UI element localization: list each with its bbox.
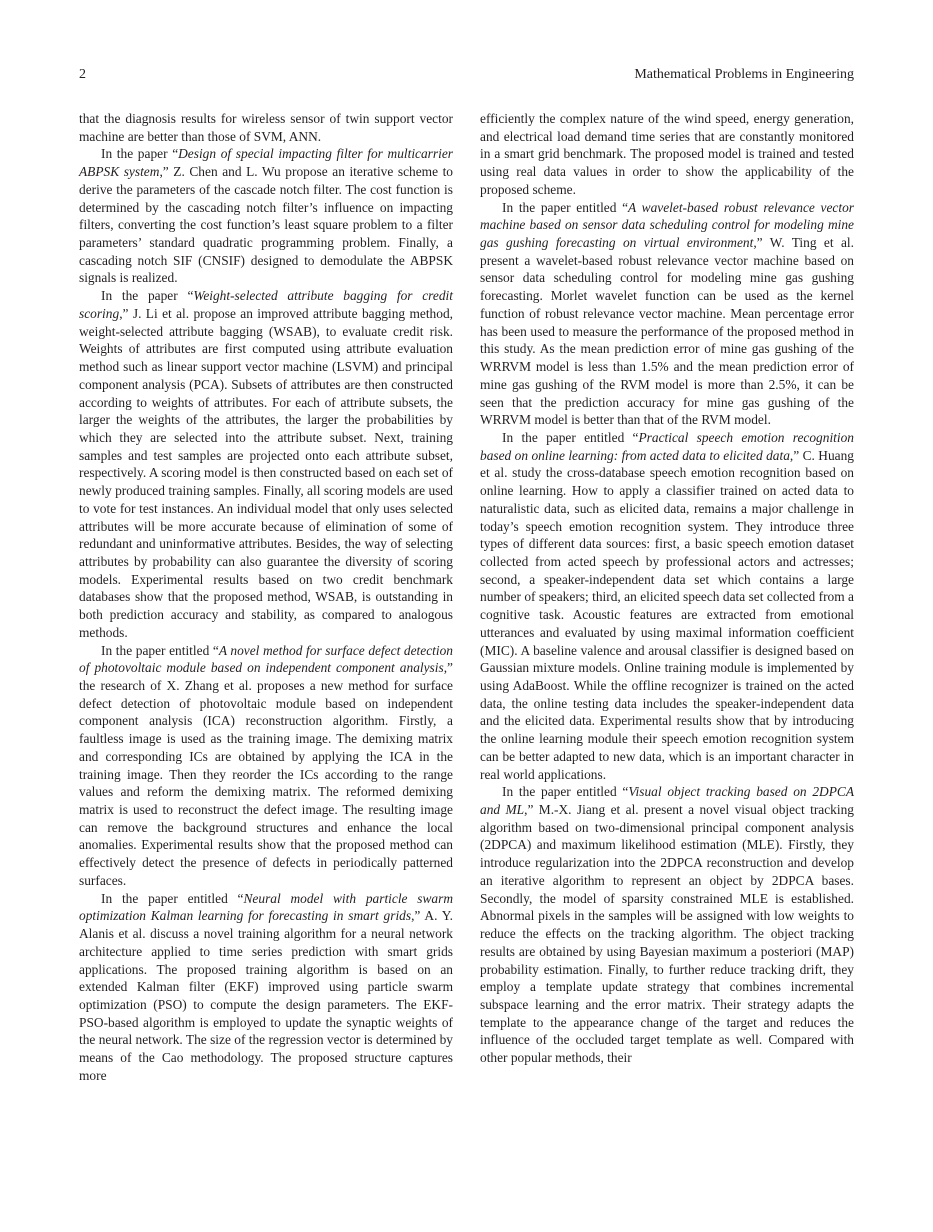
page-number: 2: [79, 67, 86, 82]
paper-title: Design of special impacting filter for multicarrier ABPSK system: [79, 146, 453, 180]
paragraph: efficiently the complex nature of the wind speed, energy generation, and electrical load demand time series that are constantly monitored in a smart grid benchmark. The proposed model is trained and tested using real data values in order to show the applicability of the proposed scheme.: [480, 111, 854, 197]
right-column: [480, 110, 854, 1067]
paper-title: Visual object tracking based on 2DPCA and ML: [480, 784, 854, 818]
paragraph: In the paper “Weight-selected attribute bagging for credit scoring,” J. Li et al. propose an improved attribute bagging method, weight-selected attribute bagging (WSAB), to evaluate credit risk. Weights of attributes are first computed using attribute evaluation method such as linear support vector machine (LSVM) and principal component analysis (PCA). Subsets of attributes are then constructed according to weights of attributes. For each of attribute subsets, the larger the weights of the attributes, the larger the probabilities by which they are selected into the attribute subset. Next, training samples and test samples are projected onto each attribute subset, respectively. A scoring model is then constructed based on each set of newly produced training samples. Finally, all scoring models are used to vote for test instances. An individual model that only uses selected attributes will be more accurate because of elimination of some of redundant and uninformative attributes. Besides, the way of selecting attributes by probability can also guarantee the diversity of scoring models. Experimental results based on two credit benchmark databases show that the proposed method, WSAB, is outstanding in both prediction accuracy and stability, as compared to analogous methods.: [79, 288, 453, 640]
paper-title: Weight-selected attribute bagging for credit scoring: [79, 288, 453, 321]
paragraph: In the paper entitled “A novel method for surface defect detection of photovoltaic module based on independent component analysis,” the research of X. Zhang et al. proposes a new method for surface defect detection of photovoltaic module based on independent component analysis (ICA) reconstruction algorithm. Firstly, a faultless image is used as the training image. The demixing matrix and corresponding ICs are obtained by applying the ICA in the training image. Then they reorder the ICs according to the range values and reform the demixing matrix. The reformed demixing matrix is used to reconstruct the defect image. The resulting image can remove the background structures and enhance the local anomalies. Experimental results show that the proposed method can effectively detect the presence of defects in periodically patterned surfaces.: [79, 642, 453, 888]
paper-title: A wavelet-based robust relevance vector machine based on sensor data scheduling control for modeling mine gas gushing forecasting on virtual environment: [480, 199, 854, 251]
paragraph: In the paper entitled “Visual object tracking based on 2DPCA and ML,” M.-X. Jiang et al. present a novel visual object tracking algorithm based on two-dimensional principal component analysis (2DPCA) and maximum likelihood estimation (MLE). Firstly, they introduce regularization into the 2DPCA reconstruction and develop an iterative algorithm to represent an object by 2DPCA bases. Secondly, the model of sparsity constrained MLE is established. Abnormal pixels in the samples will be assigned with low weights to reduce the effects on the tracking algorithm. The object tracking results are obtained by using Bayesian maximum a posteriori (MAP) probability estimation. Finally, to further reduce tracking drift, they employ a template update strategy that combines incremental subspace learning and the error matrix. Their strategy adapts the template to the appearance change of the target and reduces the influence of the occluded target template as well. Compared with other popular methods, their: [480, 784, 854, 1066]
left-column: [79, 110, 453, 1085]
paper-title: A novel method for surface defect detection of photovoltaic module based on independent component analysis: [79, 642, 453, 676]
paragraph: In the paper entitled “Practical speech emotion recognition based on online learning: from acted data to elicited data,” C. Huang et al. study the cross-database speech emotion recognition based on online learning. How to apply a classifier trained on acted data to naturalistic data, such as elicited data, remains a major challenge in today’s speech emotion recognition system. They introduce three types of different data sources: first, a basic speech emotion dataset collected from acted speech by professional actors and actresses; second, a speaker-independent data set which contains a large number of speakers; third, an elicited speech data set collected from a cognitive task. Acoustic features are extracted from emotional utterances and evaluated by using maximal information coefficient (MIC). A baseline valence and arousal classifier is designed based on Gaussian mixture models. Online training module is implemented by using AdaBoost. While the offline recognizer is trained on the acted data, the online testing data includes the speaker-independent data and the elicited data. Experimental results show that by introducing the online learning module their speech emotion recognition system can be better adapted to new data, which is an important character in real world applications.: [480, 429, 854, 782]
paper-title: Neural model with particle swarm optimization Kalman learning for forecasting in smart grids: [79, 890, 453, 924]
paper-title: Practical speech emotion recognition based on online learning: from acted data to elicited data: [480, 429, 854, 463]
paragraph: In the paper “Design of special impacting filter for multicarrier ABPSK system,” Z. Chen and L. Wu propose an iterative scheme to derive the parameters of the cascade notch filter. The cost function is determined by the cascading notch filter’s influence on impacting filters, converting the cost function’s least square problem to a filter parameters’ standard quadratic programming problem. Finally, a cascading notch SIF (CNSIF) designed to demodulate the ABPSK signals is realized.: [79, 146, 453, 286]
paragraph: In the paper entitled “A wavelet-based robust relevance vector machine based on sensor data scheduling control for modeling mine gas gushing forecasting on virtual environment,” W. Ting et al. present a wavelet-based robust relevance vector machine based on sensor data scheduling control for modeling mine gas gushing forecasting. Morlet wavelet function can be used as the kernel function of robust relevance vector machine. Mean percentage error has been used to measure the performance of the proposed method in this study. As the mean prediction error of mine gas gushing of the WRRVM model is less than 1.5% and the mean prediction error of mine gas gushing of the RVM model is more than 2.5%, it can be seen that the prediction accuracy for mine gas gushing of the WRRVM model is better than that of the RVM model.: [480, 199, 854, 428]
paragraph: In the paper entitled “Neural model with particle swarm optimization Kalman learning for forecasting in smart grids,” A. Y. Alanis et al. discuss a novel training algorithm for a neural network architecture applied to time series prediction with smart grids applications. The proposed training algorithm is based on an extended Kalman filter (EKF) improved using particle swarm optimization (PSO) to compute the design parameters. The EKF-PSO-based algorithm is employed to update the synaptic weights of the neural network. The size of the regression vector is determined by means of the Cao methodology. The proposed structure captures more: [79, 890, 454, 1083]
paragraph: that the diagnosis results for wireless sensor of twin support vector machine are better than those of SVM, ANN.: [79, 111, 453, 144]
running-header: [79, 64, 854, 86]
journal-title: Mathematical Problems in Engineering: [634, 67, 854, 82]
